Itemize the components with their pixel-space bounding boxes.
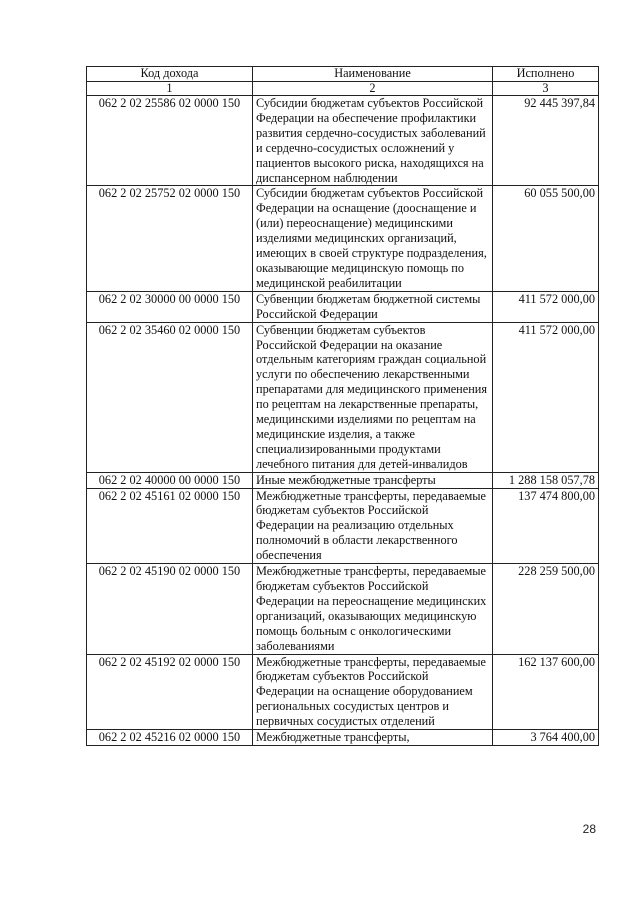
revenue-name: Межбюджетные трансферты, передаваемые бюджетам субъектов Российской Федерации на переоснащение медицинских организаций, оказывающих медицинскую помощь больным с онкологическими заболеваниями — [253, 564, 493, 654]
table-row — [87, 291, 599, 322]
table-row — [87, 564, 599, 654]
revenue-amount: 3 764 400,00 — [493, 730, 599, 746]
revenue-amount: 92 445 397,84 — [493, 96, 599, 186]
table-row — [87, 488, 599, 564]
revenue-code: 062 2 02 30000 00 0000 150 — [87, 291, 253, 322]
revenue-amount: 411 572 000,00 — [493, 322, 599, 472]
revenue-name: Иные межбюджетные трансферты — [253, 472, 493, 488]
header-amount: Исполнено — [493, 67, 599, 82]
table-header — [87, 67, 599, 96]
table-body — [87, 96, 599, 746]
revenue-name: Межбюджетные трансферты, передаваемые бюджетам субъектов Российской Федерации на реализацию отдельных полномочий в области лекарственного обеспечения — [253, 488, 493, 564]
revenue-amount: 60 055 500,00 — [493, 186, 599, 291]
revenue-code: 062 2 02 45190 02 0000 150 — [87, 564, 253, 654]
table-row — [87, 186, 599, 291]
revenue-name: Субвенции бюджетам бюджетной системы Российской Федерации — [253, 291, 493, 322]
revenue-code: 062 2 02 45161 02 0000 150 — [87, 488, 253, 564]
revenue-name: Субсидии бюджетам субъектов Российской Федерации на обеспечение профилактики развития сердечно-сосудистых заболеваний и сердечно-сосудистых осложнений у пациентов высокого риска, находящихся на диспансерном наблюдении — [253, 96, 493, 186]
page-number: 28 — [582, 822, 596, 836]
table-row — [87, 472, 599, 488]
revenue-code: 062 2 02 45216 02 0000 150 — [87, 730, 253, 746]
table-row — [87, 322, 599, 472]
revenue-code: 062 2 02 35460 02 0000 150 — [87, 322, 253, 472]
revenue-amount: 228 259 500,00 — [493, 564, 599, 654]
header-code: Код дохода — [87, 67, 253, 82]
revenue-amount: 1 288 158 057,78 — [493, 472, 599, 488]
revenue-name: Межбюджетные трансферты, — [253, 730, 493, 746]
revenue-amount: 137 474 800,00 — [493, 488, 599, 564]
column-number-3: 3 — [493, 81, 599, 96]
table-row — [87, 96, 599, 186]
header-name: Наименование — [253, 67, 493, 82]
revenue-amount: 411 572 000,00 — [493, 291, 599, 322]
revenue-name: Межбюджетные трансферты, передаваемые бюджетам субъектов Российской Федерации на оснащение оборудованием региональных сосудистых центров и первичных сосудистых отделений — [253, 654, 493, 730]
table-row — [87, 654, 599, 730]
revenue-name: Субсидии бюджетам субъектов Российской Федерации на оснащение (дооснащение и (или) переоснащение) медицинскими изделиями медицинских организаций, имеющих в своей структуре подразделения, оказывающие медицинскую помощь по медицинской реабилитации — [253, 186, 493, 291]
column-number-2: 2 — [253, 81, 493, 96]
table-row — [87, 730, 599, 746]
revenue-name: Субвенции бюджетам субъектов Российской Федерации на оказание отдельным категориям граждан социальной услуги по обеспечению лекарственными препаратами для медицинского применения по рецептам на лекарственные препараты, медицинскими изделиями по рецептам на медицинские изделия, а также специализированными продуктами лечебного питания для детей-инвалидов — [253, 322, 493, 472]
revenue-code: 062 2 02 40000 00 0000 150 — [87, 472, 253, 488]
column-number-1: 1 — [87, 81, 253, 96]
header-row — [87, 67, 599, 82]
revenue-table — [86, 66, 599, 746]
revenue-code: 062 2 02 25586 02 0000 150 — [87, 96, 253, 186]
revenue-code: 062 2 02 45192 02 0000 150 — [87, 654, 253, 730]
revenue-code: 062 2 02 25752 02 0000 150 — [87, 186, 253, 291]
column-number-row — [87, 81, 599, 96]
revenue-amount: 162 137 600,00 — [493, 654, 599, 730]
